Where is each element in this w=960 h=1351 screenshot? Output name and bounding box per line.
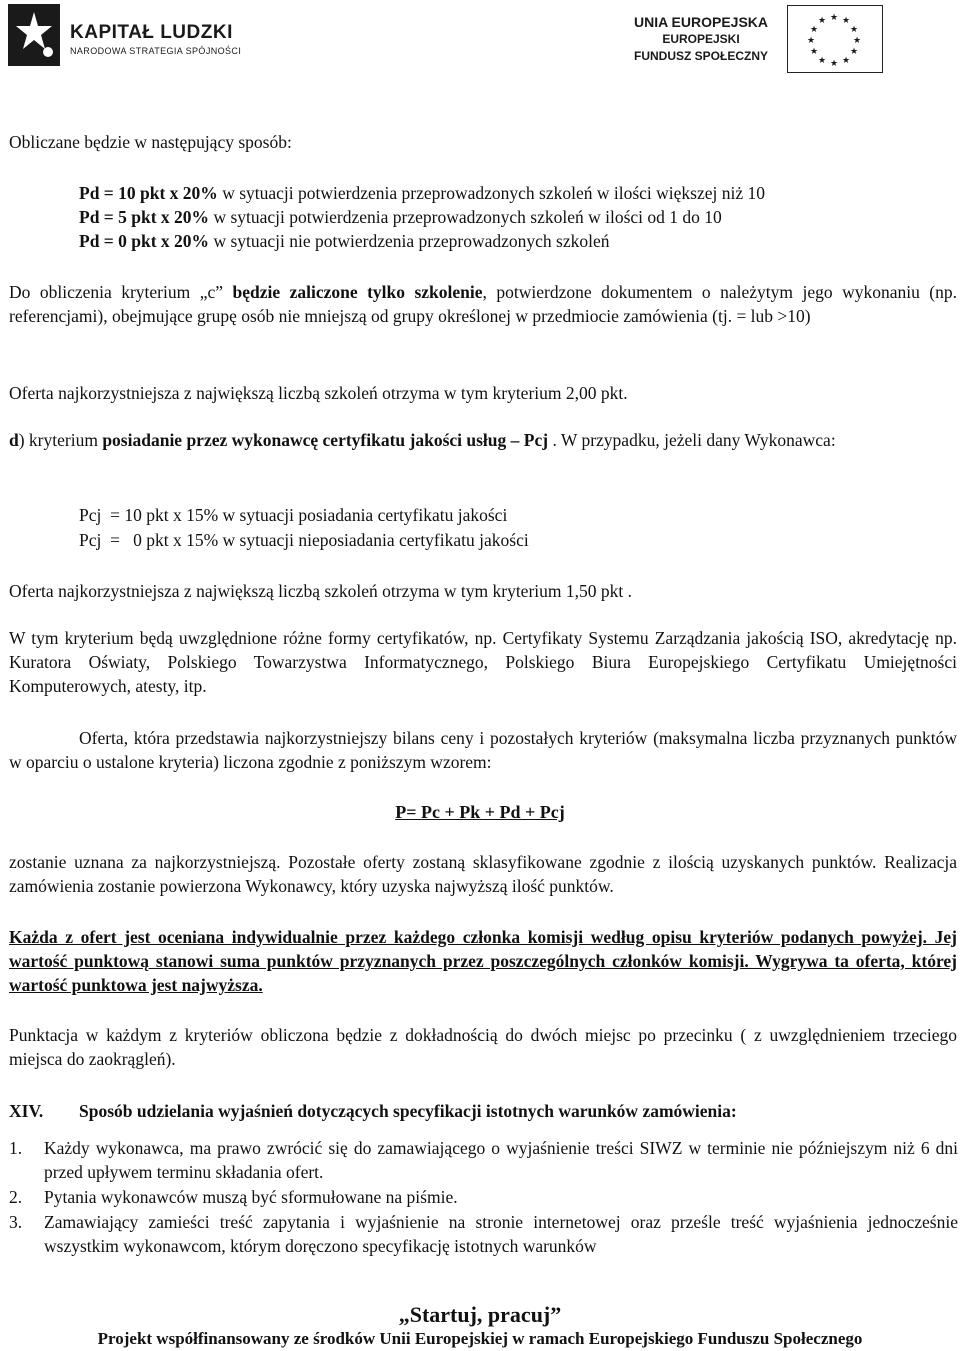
criterion-d-paragraph — [9, 428, 957, 452]
section-title: Sposób udzielania wyjaśnień dotyczących specyfikacji istotnych warunków zamówienia: — [79, 1101, 737, 1121]
footer-subtitle: Projekt współfinansowany ze środków Unii Europejskiej w ramach Europejskiego Funduszu Społecznego — [97, 1329, 863, 1348]
svg-text:★: ★ — [809, 47, 819, 57]
list-item-number: 1. — [9, 1138, 23, 1158]
page-header — [0, 0, 960, 90]
svg-text:★: ★ — [806, 36, 816, 46]
svg-text:★: ★ — [829, 59, 839, 69]
rounding-paragraph: Punktacja w każdym z kryteriów obliczona będzie z dokładnością do dwóch miejsc po przecinku ( z uwzględnieniem trzeciego miejsca do zaokrągleń). — [9, 1025, 957, 1069]
list-item: Zamawiający zamieści treść zapytania i wyjaśnienie na stronie internetowej oraz prześle treść wyjaśnienia jednocześnie wszystkim wykonawcom, którym doręczono specyfikację istotnych warunków — [44, 1212, 958, 1256]
criterion-c-intro: Do obliczenia kryterium „c” — [9, 282, 224, 302]
list-item: Każdy wykonawca, ma prawo zwrócić się do zamawiającego o wyjaśnienie treści SIWZ w terminie nie późniejszym niż 6 dni przed upływem terminu składania ofert. — [44, 1138, 958, 1182]
list-item-number: 3. — [9, 1212, 23, 1232]
svg-text:★: ★ — [852, 36, 862, 46]
commission-paragraph: Każda z ofert jest oceniana indywidualnie przez każdego członka komisji według opisu kryteriów podanych powyżej. Jej wartość punktową stanowi suma punktów przyznanych przez poszczególnych członków komisji. Wygrywa ta oferta, której wartość punktowa jest najwyższa. — [9, 927, 957, 995]
pd-rule-formula: Pd = 5 pkt x 20% — [79, 207, 210, 227]
criterion-c-bold: będzie zaliczone tylko szkolenie — [232, 282, 483, 302]
score-formula: P= Pc + Pk + Pd + Pcj — [395, 802, 565, 822]
recognized-paragraph: zostanie uznana za najkorzystniejszą. Pozostałe oferty zostaną sklasyfikowane zgodnie z ilością uzyskanych punktów. Realizacja zamówienia zostanie powierzona Wykonawcy, który uzyska najwyższą ilość punktów. — [9, 852, 957, 896]
list-item: Pytania wykonawców muszą być sformułowane na piśmie. — [44, 1187, 458, 1207]
svg-text:★: ★ — [841, 16, 851, 26]
pd-rule-formula: Pd = 10 pkt x 20% — [79, 183, 218, 203]
criterion-d-rest: . W przypadku, jeżeli dany Wykonawca: — [548, 430, 836, 450]
pcj-rule-1: Pcj = 10 pkt x 15% w sytuacji posiadania certyfikatu jakości — [79, 505, 508, 525]
best-offer-paragraph: Oferta, która przedstawia najkorzystniejszy bilans ceny i pozostałych kryteriów (maksymalna liczba przyznanych punktów w oparciu o ustalone kryteria) liczona zgodnie z poniższym wzorem: — [9, 728, 957, 772]
criterion-d-intro: ) kryterium — [18, 430, 103, 450]
pcj-rule-2: Pcj = 0 pkt x 15% w sytuacji nieposiadania certyfikatu jakości — [79, 530, 529, 550]
pd-rule-text: w sytuacji potwierdzenia przeprowadzonych szkoleń w ilości od 1 do 10 — [209, 207, 722, 227]
kapital-ludzki-title: KAPITAŁ LUDZKI — [70, 22, 233, 43]
section-number: XIV. — [9, 1101, 44, 1121]
kapital-ludzki-subtitle: NARODOWA STRATEGIA SPÓJNOŚCI — [70, 46, 242, 56]
criterion-d-bold: posiadanie przez wykonawcę certyfikatu jakości usług – Pcj — [102, 430, 549, 450]
svg-text:★: ★ — [817, 56, 827, 66]
eu-logo-text — [626, 14, 776, 65]
pd-rule-text: w sytuacji potwierdzenia przeprowadzonych szkoleń w ilości większej niż 10 — [217, 183, 765, 203]
pd-rule-formula: Pd = 0 pkt x 20% — [79, 231, 210, 251]
offer-d-text: Oferta najkorzystniejsza z największą liczbą szkoleń otrzyma w tym kryterium 1,50 pkt . — [9, 581, 632, 601]
pd-rule-3 — [79, 229, 959, 253]
kapital-ludzki-logo — [8, 4, 60, 66]
footer-title: „Startuj, pracuj” — [398, 1302, 562, 1327]
svg-text:★: ★ — [829, 13, 839, 23]
eu-logo-line3: FUNDUSZ SPOŁECZNY — [633, 49, 768, 63]
svg-text:★: ★ — [841, 56, 851, 66]
criterion-d-letter: d — [9, 430, 19, 450]
svg-text:★: ★ — [817, 16, 827, 26]
eu-logo-line2: EUROPEJSKI — [662, 32, 740, 46]
eu-flag-icon — [787, 5, 883, 73]
list-item-number: 2. — [9, 1187, 23, 1207]
offer-c-text: Oferta najkorzystniejsza z największą liczbą szkoleń otrzyma w tym kryterium 2,00 pkt. — [9, 383, 628, 403]
star-figure-icon — [8, 4, 60, 66]
pd-rule-text: w sytuacji nie potwierdzenia przeprowadzonych szkoleń — [209, 231, 610, 251]
criterion-c-paragraph — [9, 280, 957, 328]
pd-rule-2 — [79, 205, 959, 229]
svg-text:★: ★ — [809, 25, 819, 35]
eu-logo-line1: UNIA EUROPEJSKA — [633, 14, 769, 30]
pd-rule-1 — [79, 181, 959, 205]
certificates-paragraph: W tym kryterium będą uwzględnione różne formy certyfikatów, np. Certyfikaty Systemu Zarządzania jakością ISO, akredytację np. Kuratora Oświaty, Polskiego Towarzystwa Informatycznego, Polskiego Biura Europejskiego Certyfikatu Umiejętności Komputerowych, atesty, itp. — [9, 628, 957, 696]
svg-text:★: ★ — [849, 47, 859, 57]
intro-text: Obliczane będzie w następujący sposób: — [9, 132, 292, 152]
svg-text:★: ★ — [849, 25, 859, 35]
criterion-c-rest: , potwierdzone dokumentem o należytym jego wykonaniu (np. referencjami), obejmujące grupę osób nie mniejszą od grupy określonej w przedmiocie zamówienia (tj. = lub >10) — [9, 282, 957, 326]
